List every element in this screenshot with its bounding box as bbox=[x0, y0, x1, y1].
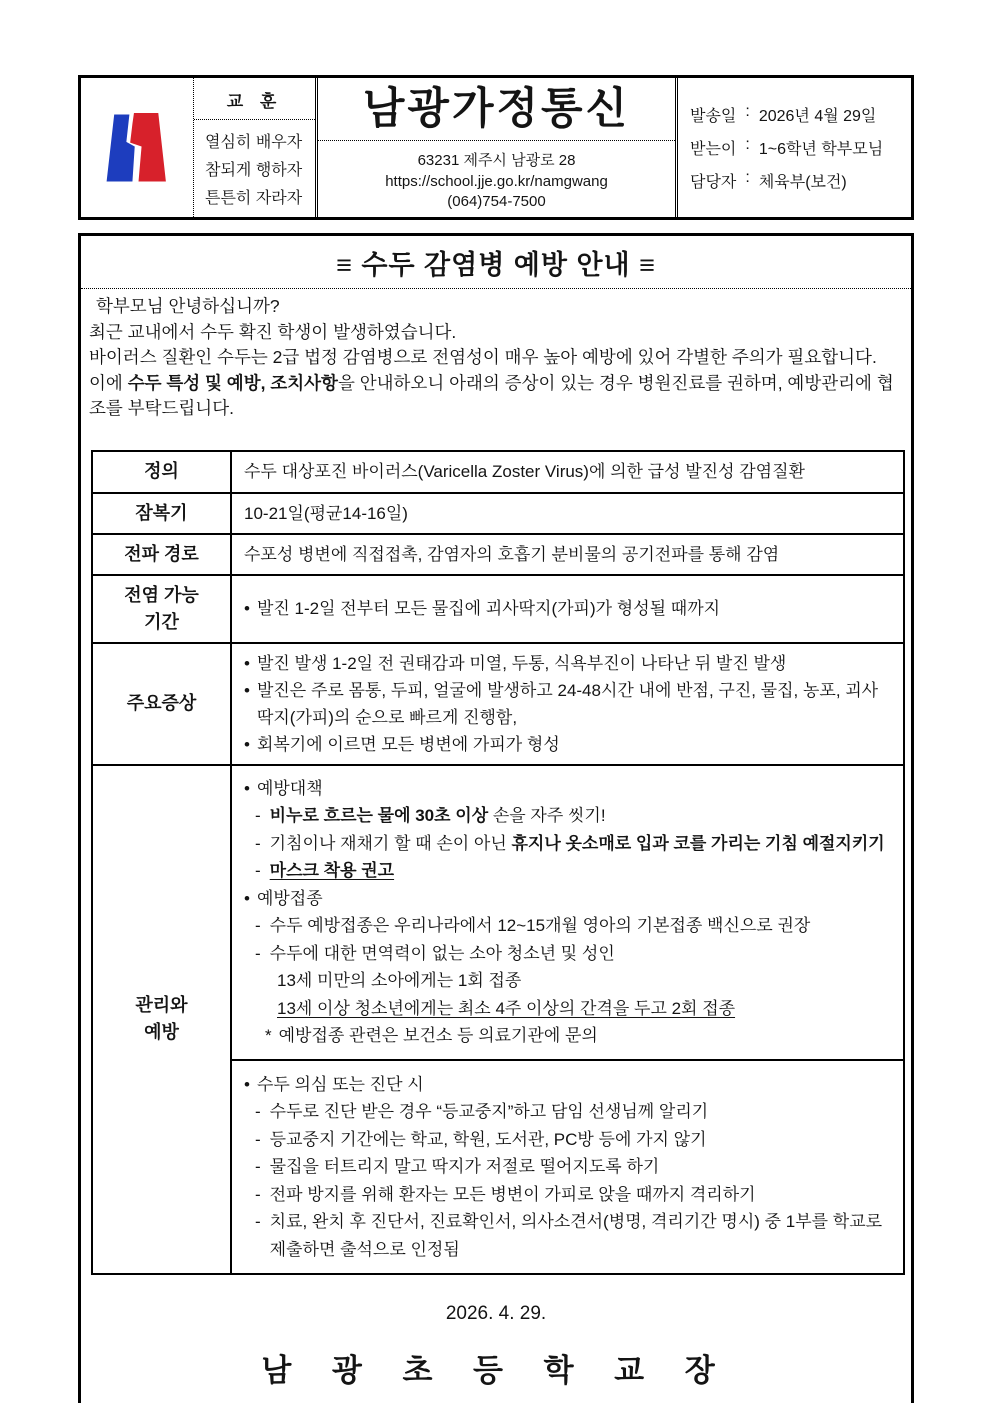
bullet-icon: • bbox=[244, 778, 250, 798]
dash-icon: - bbox=[255, 833, 261, 853]
intro-bold-phrase: 수두 특성 및 예방, 조치사항 bbox=[127, 372, 338, 393]
row-content: 10-21일(평균14-16일) bbox=[244, 503, 408, 523]
dash-icon: - bbox=[255, 861, 261, 880]
intro-line: 이에 수두 특성 및 예방, 조치사항을 안내하오니 아래의 증상이 있는 경우 병원진료를 권하며, 예방관리에 협조를 부탁드립니다. bbox=[89, 372, 894, 418]
notice-title: ≡ 수두 감염병 예방 안내 ≡ bbox=[81, 236, 911, 289]
bullet-icon: • bbox=[244, 734, 250, 754]
row-content bbox=[232, 576, 903, 642]
dash-item: - 전파 방지를 위해 환자는 모든 병변이 가피로 앉을 때까지 격리하기 bbox=[244, 1181, 891, 1209]
prevention-subcell bbox=[232, 766, 903, 1061]
letterhead bbox=[78, 75, 914, 220]
bullet-item: • 발진 1-2일 전부터 모든 물집에 괴사딱지(가피)가 형성될 때까지 bbox=[244, 595, 891, 622]
dash-icon: - bbox=[255, 1212, 261, 1231]
disease-info-table bbox=[91, 450, 905, 1276]
bullet-icon: • bbox=[244, 888, 250, 908]
dash-item: - 치료, 완치 후 진단서, 진료확인서, 의사소견서(병명, 격리기간 명시) 중 1부를 학교로 제출하면 출석으로 인정됨 bbox=[244, 1208, 891, 1263]
manager-value: 체육부(보건) bbox=[758, 174, 847, 191]
dash-icon: - bbox=[255, 1102, 261, 1121]
recipient-value: 1~6학년 학부모님 bbox=[758, 141, 884, 158]
newsletter-title: 남광가정통신 bbox=[318, 78, 675, 141]
row-content: 수두 대상포진 바이러스(Varicella Zoster Virus)에 의한 급성 발진성 감염질환 bbox=[244, 462, 805, 481]
dash-item: - 수두 예방접종은 우리나라에서 12~15개월 영아의 기본접종 백신으로 권장 bbox=[244, 912, 891, 940]
colon-separator: : bbox=[745, 169, 750, 186]
motto-heading: 교 훈 bbox=[194, 78, 315, 120]
intro-line: 학부모님 안녕하십니까? bbox=[96, 296, 280, 316]
row-label: 전염 가능 기간 bbox=[93, 576, 232, 642]
dash-icon: - bbox=[255, 1129, 261, 1149]
dash-item: - 등교중지 기간에는 학교, 학원, 도서관, PC방 등에 가지 않기 bbox=[244, 1126, 891, 1154]
school-logo-icon bbox=[99, 108, 175, 188]
dash-item: - 마스크 착용 권고 bbox=[244, 857, 891, 885]
dash-icon: - bbox=[255, 943, 261, 963]
send-date-label: 발송일 bbox=[690, 108, 737, 125]
asterisk-icon: * bbox=[265, 1026, 272, 1045]
manager-row bbox=[690, 169, 911, 192]
table-row-management bbox=[93, 764, 903, 1274]
table-row-route bbox=[93, 533, 903, 574]
row-label: 전파 경로 bbox=[93, 535, 232, 574]
school-address: 63231 제주시 남광로 28 bbox=[417, 151, 576, 169]
bullet-item: • 발진은 주로 몸통, 두피, 얼굴에 발생하고 24-48시간 내에 반점, 구진, 물집, 농포, 괴사딱지(가피)의 순으로 빠르게 진행함, bbox=[244, 677, 891, 731]
intro-line: 바이러스 질환인 수두는 2급 법정 감염병으로 전염성이 매우 높아 예방에 있어 각별한 주의가 필요합니다. bbox=[89, 347, 877, 367]
row-label: 정의 bbox=[93, 452, 232, 492]
dash-icon: - bbox=[255, 1184, 261, 1204]
motto-section bbox=[193, 78, 315, 217]
principal-signature: 남 광 초 등 학 교 장 bbox=[261, 1353, 731, 1388]
dash-icon: - bbox=[255, 916, 261, 935]
masthead-section bbox=[315, 78, 675, 217]
dash-item: - 기침이나 재채기 할 때 손이 아닌 휴지나 옷소매로 입과 코를 가리는 기침 예절지키기 bbox=[244, 830, 891, 858]
intro-line: 최근 교내에서 수두 확진 학생이 발생하였습니다. bbox=[89, 321, 457, 342]
row-label: 관리와 예방 bbox=[93, 766, 232, 1274]
motto-lines bbox=[194, 120, 315, 217]
motto-line: 튼튼히 자라자 bbox=[205, 190, 303, 207]
note-item: * 예방접종 관련은 보건소 등 의료기관에 문의 bbox=[244, 1022, 891, 1050]
motto-line: 열심히 배우자 bbox=[205, 134, 303, 151]
row-label: 잠복기 bbox=[93, 494, 232, 533]
dash-icon: - bbox=[255, 1157, 261, 1176]
bullet-icon: • bbox=[244, 599, 250, 618]
dash-item: - 물집을 터트리지 말고 딱지가 저절로 떨어지도록 하기 bbox=[244, 1153, 891, 1181]
send-info-section bbox=[675, 78, 911, 217]
dash-item: - 수두로 진단 받은 경우 “등교중지”하고 담임 선생님께 알리기 bbox=[244, 1098, 891, 1126]
school-logo bbox=[81, 78, 193, 217]
dash-item: - 수두에 대한 면역력이 없는 소아 청소년 및 성인 bbox=[244, 940, 891, 968]
recipient-row bbox=[690, 136, 911, 159]
table-row-contagious-period bbox=[93, 574, 903, 642]
school-phone: (064)754-7500 bbox=[447, 192, 546, 210]
bullet-item: • 예방대책 bbox=[244, 775, 891, 803]
sub-item: 13세 미만의 소아에게는 1회 접종 bbox=[277, 971, 522, 990]
manager-label: 담당자 bbox=[690, 174, 737, 191]
bullet-item: • 회복기에 이르면 모든 병변에 가피가 형성 bbox=[244, 731, 891, 758]
dash-item: - 비누로 흐르는 물에 30초 이상 손을 자주 씻기! bbox=[244, 802, 891, 830]
bullet-icon: • bbox=[244, 653, 250, 673]
motto-line: 참되게 행하자 bbox=[205, 162, 303, 179]
management-content bbox=[232, 766, 903, 1274]
bullet-item: • 수두 의심 또는 진단 시 bbox=[244, 1071, 891, 1099]
table-row-definition bbox=[93, 452, 903, 492]
recipient-label: 받는이 bbox=[690, 141, 737, 158]
row-content bbox=[232, 644, 903, 764]
table-row-symptoms bbox=[93, 642, 903, 764]
sub-item: 13세 이상 청소년에게는 최소 4주 이상의 간격을 두고 2회 접종 bbox=[277, 998, 736, 1018]
school-contact-block bbox=[318, 141, 675, 217]
diagnosis-subcell bbox=[232, 1061, 903, 1274]
row-label: 주요증상 bbox=[93, 644, 232, 764]
colon-separator: : bbox=[745, 103, 750, 120]
intro-paragraphs bbox=[81, 289, 911, 422]
send-date-value: 2026년 4월 29일 bbox=[758, 108, 877, 125]
notice-body bbox=[78, 233, 914, 1403]
bullet-item: • 발진 발생 1-2일 전 권태감과 미열, 두통, 식욕부진이 나타난 뒤 발진 발생 bbox=[244, 650, 891, 677]
bullet-icon: • bbox=[244, 680, 250, 700]
issue-date: 2026. 4. 29. bbox=[445, 1303, 547, 1324]
send-date-row bbox=[690, 103, 911, 126]
colon-separator: : bbox=[745, 136, 750, 153]
dash-icon: - bbox=[255, 806, 261, 825]
row-content: 수포성 병변에 직접접촉, 감염자의 호흡기 분비물의 공기전파를 통해 감염 bbox=[244, 544, 780, 564]
table-row-incubation bbox=[93, 492, 903, 533]
school-website: https://school.jje.go.kr/namgwang bbox=[385, 172, 608, 190]
bullet-item: • 예방접종 bbox=[244, 885, 891, 913]
bullet-icon: • bbox=[244, 1074, 250, 1094]
